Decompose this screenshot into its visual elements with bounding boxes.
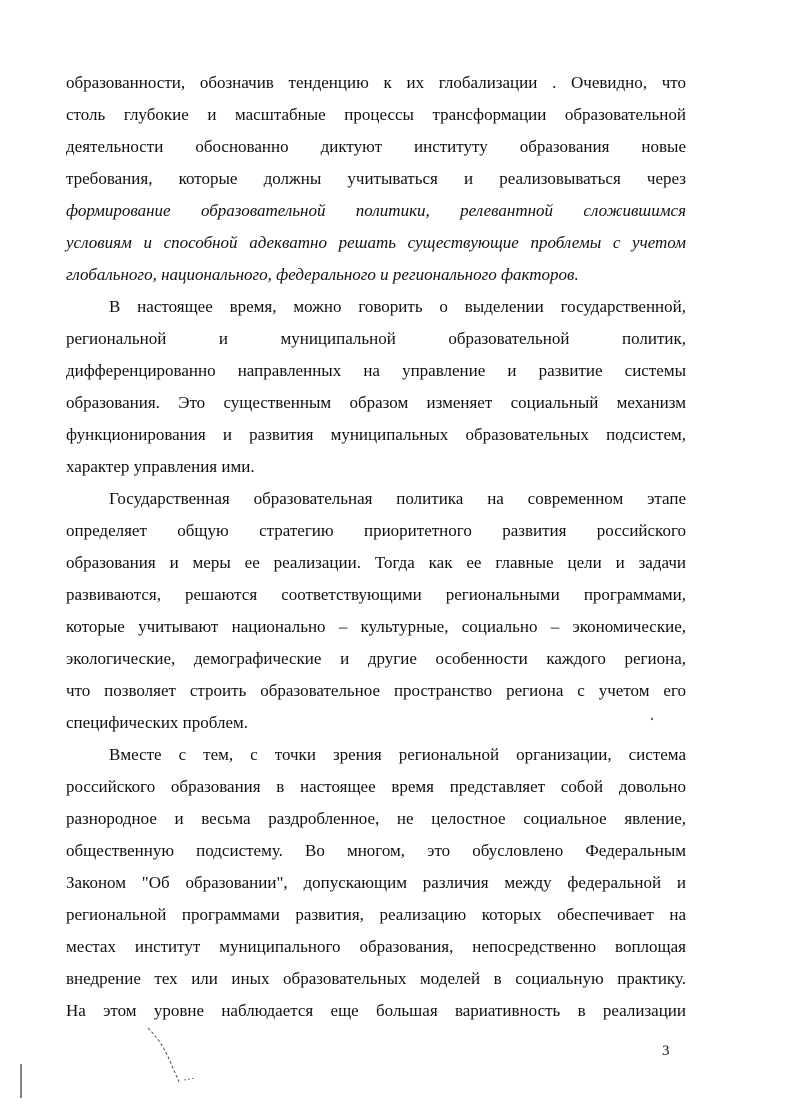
- text-line: дифференцированно направленных на управление и развитие системы: [66, 361, 686, 380]
- text-line: региональной программами развития, реализацию которых обеспечивает на: [66, 905, 686, 924]
- text-line: образования и меры ее реализации. Тогда как ее главные цели и задачи: [66, 553, 686, 572]
- page-number: 3: [662, 1043, 670, 1059]
- text-line: функционирования и развития муниципальных образовательных подсистем,: [66, 425, 686, 444]
- italic-text-line: условиям и способной адекватно решать существующие проблемы с учетом: [66, 233, 686, 252]
- text-line: общественную подсистему. Во многом, это обусловлено Федеральным: [66, 841, 686, 860]
- text-line: внедрение тех или иных образовательных моделей в социальную практику.: [66, 969, 686, 988]
- text-line: специфических проблем.: [66, 713, 249, 732]
- text-line: Законом "Об образовании", допускающим различия между федеральной и: [66, 873, 686, 892]
- text-line: определяет общую стратегию приоритетного развития российского: [66, 521, 686, 540]
- text-line: которые учитывают национально – культурные, социально – экономические,: [66, 617, 686, 636]
- text-line: что позволяет строить образовательное пространство региона с учетом его: [66, 681, 686, 700]
- text-line: образования. Это существенным образом изменяет социальный механизм: [66, 393, 686, 412]
- text-line: российского образования в настоящее время представляет собой довольно: [66, 777, 686, 796]
- text-line: местах институт муниципального образования, непосредственно воплощая: [66, 937, 686, 956]
- text-line: образованности, обозначив тенденцию к их глобализации . Очевидно, что: [66, 73, 686, 92]
- italic-text-line: формирование образовательной политики, релевантной сложившимся: [66, 201, 686, 220]
- text-line: региональной и муниципальной образовательной политик,: [66, 329, 686, 348]
- paragraph-first-line: В настоящее время, можно говорить о выделении государственной,: [109, 297, 686, 316]
- paragraph-first-line: Государственная образовательная политика на современном этапе: [109, 489, 686, 508]
- scan-edge-artifact: [16, 1062, 26, 1102]
- text-line: разнородное и весьма раздробленное, не целостное социальное явление,: [66, 809, 686, 828]
- text-line: экологические, демографические и другие особенности каждого региона,: [66, 649, 686, 668]
- italic-text-line: глобального, национального, федерального и регионального факторов.: [66, 265, 579, 284]
- scan-artifact-stroke: [140, 1022, 210, 1092]
- text-line: деятельности обоснованно диктуют институту образования новые: [66, 137, 686, 156]
- text-line: На этом уровне наблюдается еще большая вариативность в реализации: [66, 1001, 686, 1020]
- paragraph-first-line: Вместе с тем, с точки зрения региональной организации, система: [109, 745, 686, 764]
- text-line: требования, которые должны учитываться и реализовываться через: [66, 169, 686, 188]
- text-line: развиваются, решаются соответствующими региональными программами,: [66, 585, 686, 604]
- text-line: характер управления ими.: [66, 457, 255, 476]
- scan-speck: [646, 713, 658, 725]
- text-line: столь глубокие и масштабные процессы трансформации образовательной: [66, 105, 686, 124]
